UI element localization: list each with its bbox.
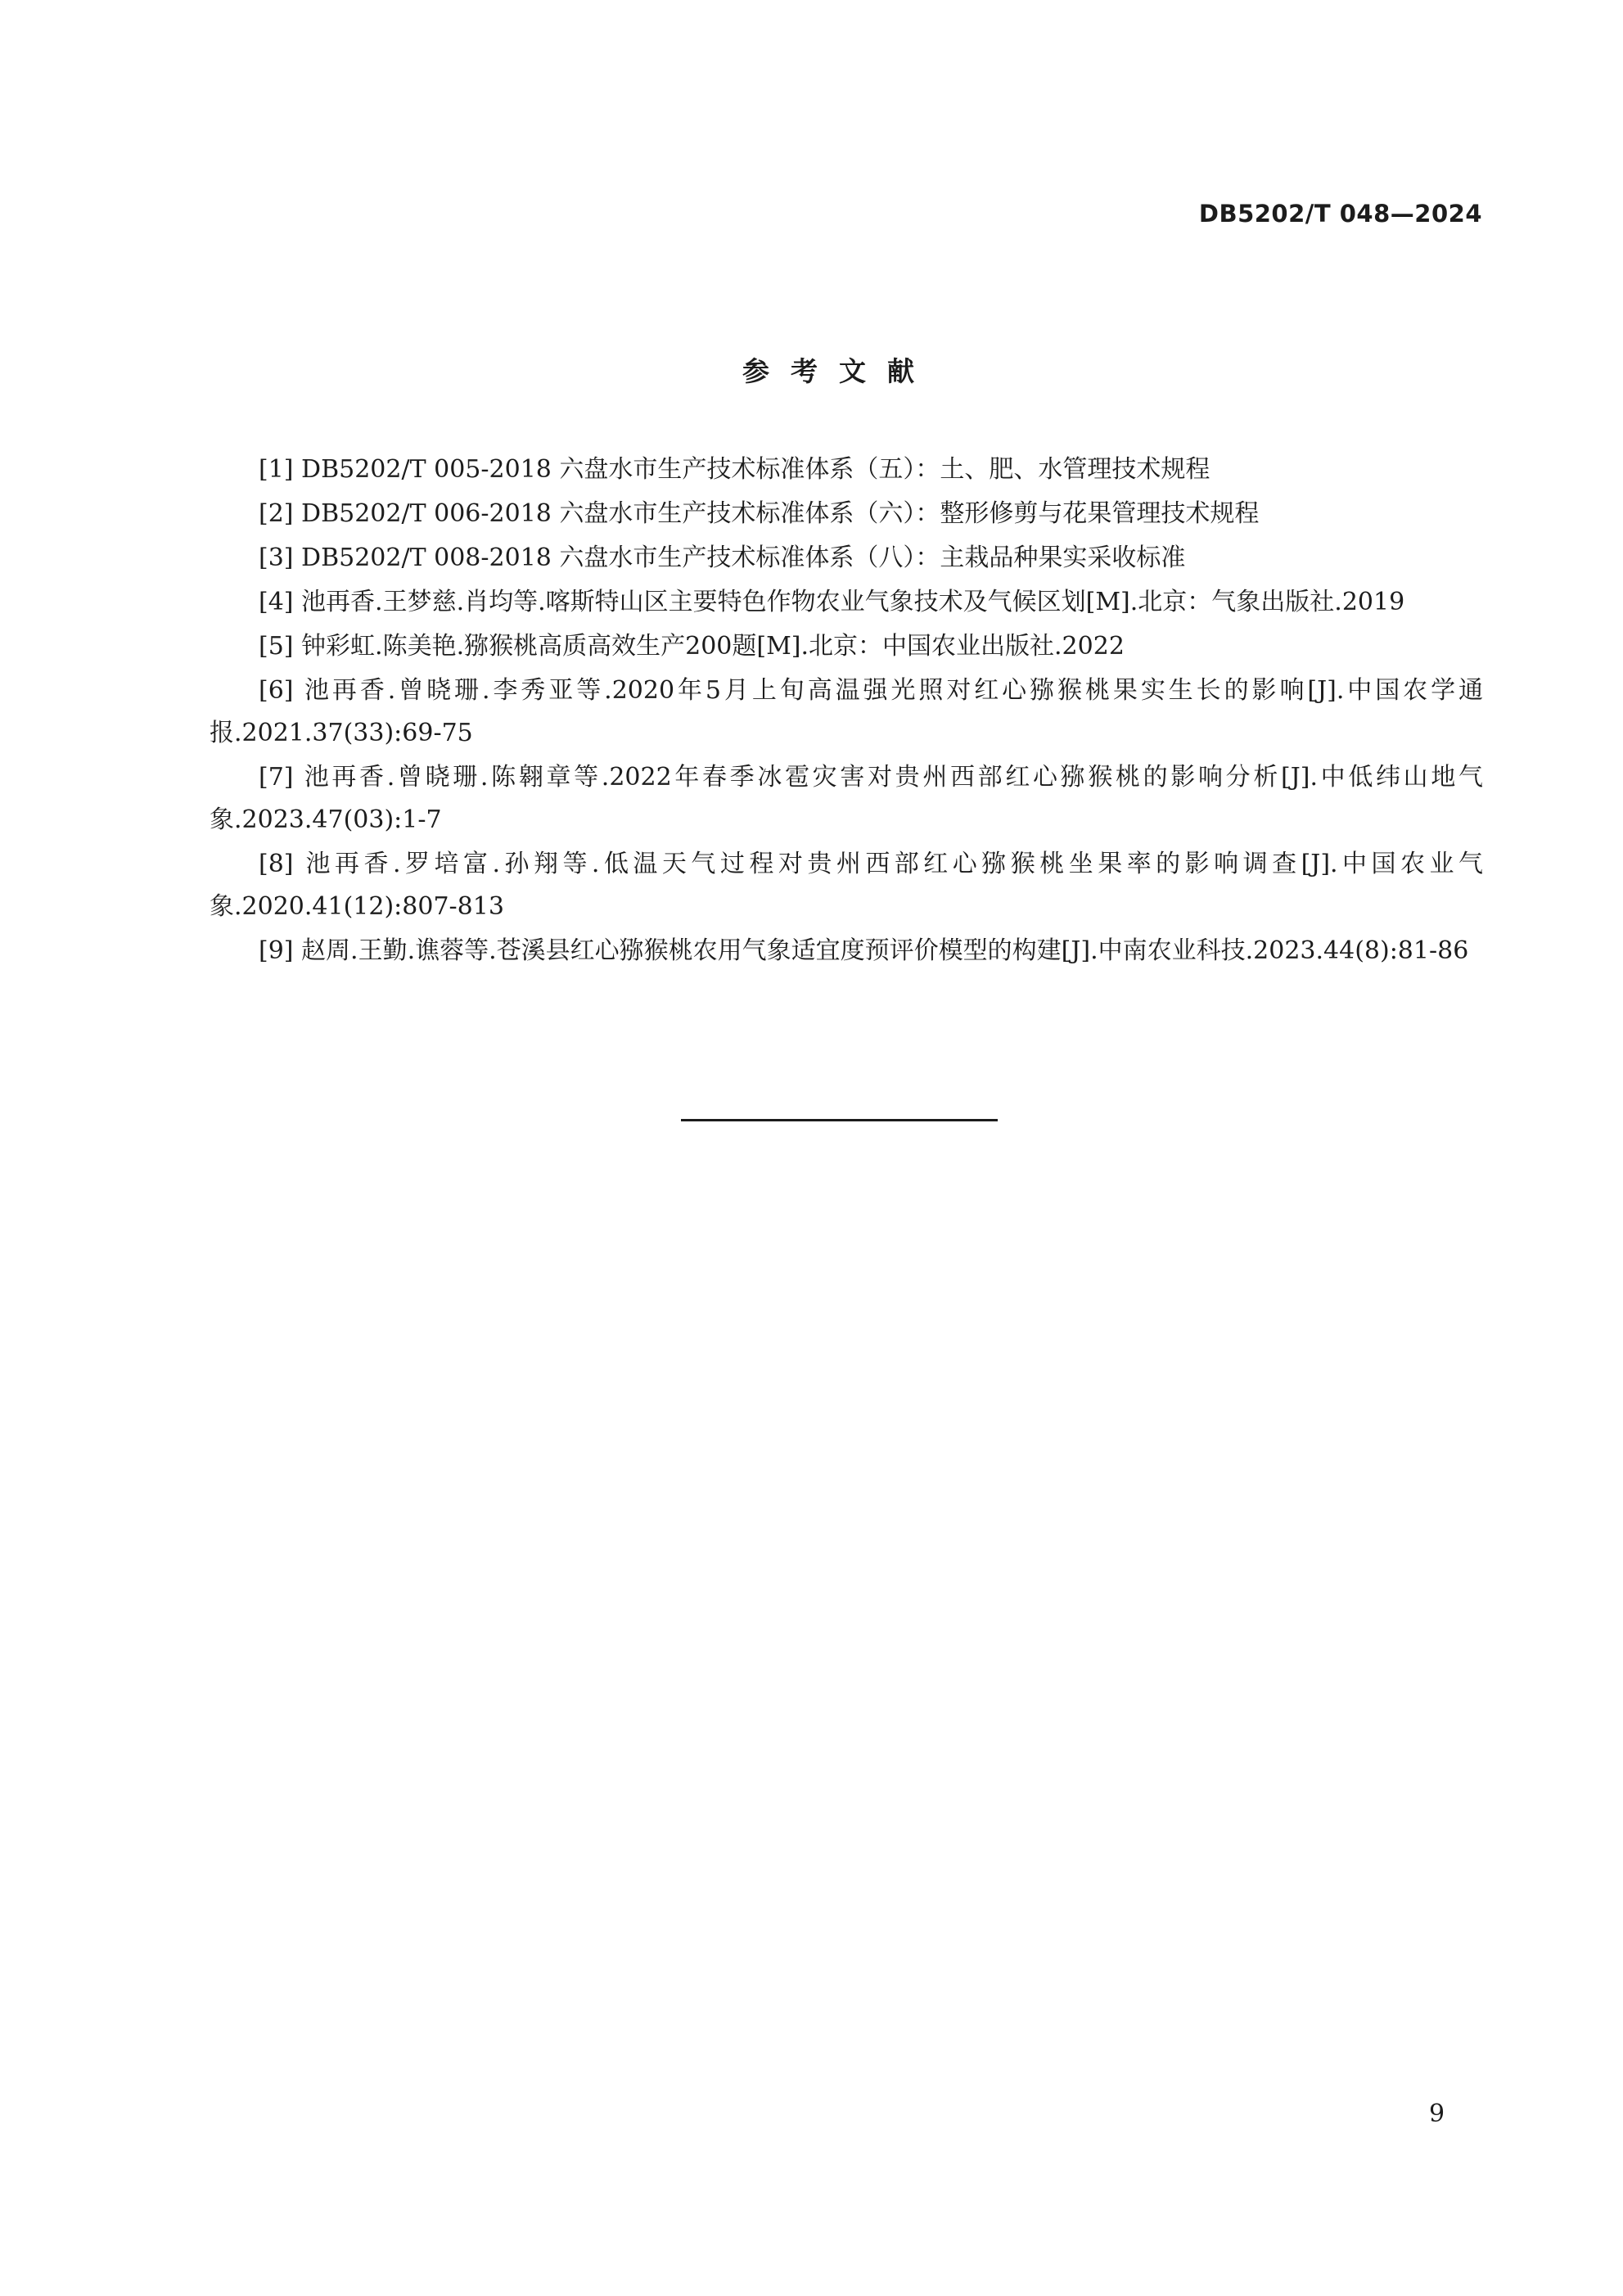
reference-item: [5] 钟彩虹.陈美艳.猕猴桃高质高效生产200题[M].北京：中国农业出版社.2022 <box>259 632 1125 661</box>
reference-item: [3] DB5202/T 008-2018 六盘水市生产技术标准体系（八）：主栽品种果实采收标准 <box>259 544 1186 572</box>
section-title: 参考文献 <box>742 355 935 387</box>
reference-item: [6] 池再香.曾晓珊.李秀亚等.2020年5月上旬高温强光照对红心猕猴桃果实生长的影响[J].中国农学通报.2021.37(33):69-75 <box>210 676 1483 747</box>
reference-list <box>210 449 1483 974</box>
end-divider <box>681 1119 998 1121</box>
reference-item: [9] 赵周.王勤.谯蓉等.苍溪县红心猕猴桃农用气象适宜度预评价模型的构建[J].中南农业科技.2023.44(8):81-86 <box>259 936 1469 965</box>
reference-item: [7] 池再香.曾晓珊.陈翱章等.2022年春季冰雹灾害对贵州西部红心猕猴桃的影响分析[J].中低纬山地气象.2023.47(03):1-7 <box>210 763 1483 834</box>
document-code: DB5202/T 048—2024 <box>1198 200 1482 228</box>
reference-item: [1] DB5202/T 005-2018 六盘水市生产技术标准体系（五）：土、肥、水管理技术规程 <box>259 455 1210 484</box>
reference-item: [8] 池再香.罗培富.孙翔等.低温天气过程对贵州西部红心猕猴桃坐果率的影响调查[J].中国农业气象.2020.41(12):807-813 <box>210 850 1483 921</box>
reference-item: [2] DB5202/T 006-2018 六盘水市生产技术标准体系（六）：整形修剪与花果管理技术规程 <box>259 499 1260 528</box>
page-number: 9 <box>1429 2100 1445 2128</box>
reference-item: [4] 池再香.王梦慈.肖均等.喀斯特山区主要特色作物农业气象技术及气候区划[M].北京：气象出版社.2019 <box>259 588 1405 616</box>
